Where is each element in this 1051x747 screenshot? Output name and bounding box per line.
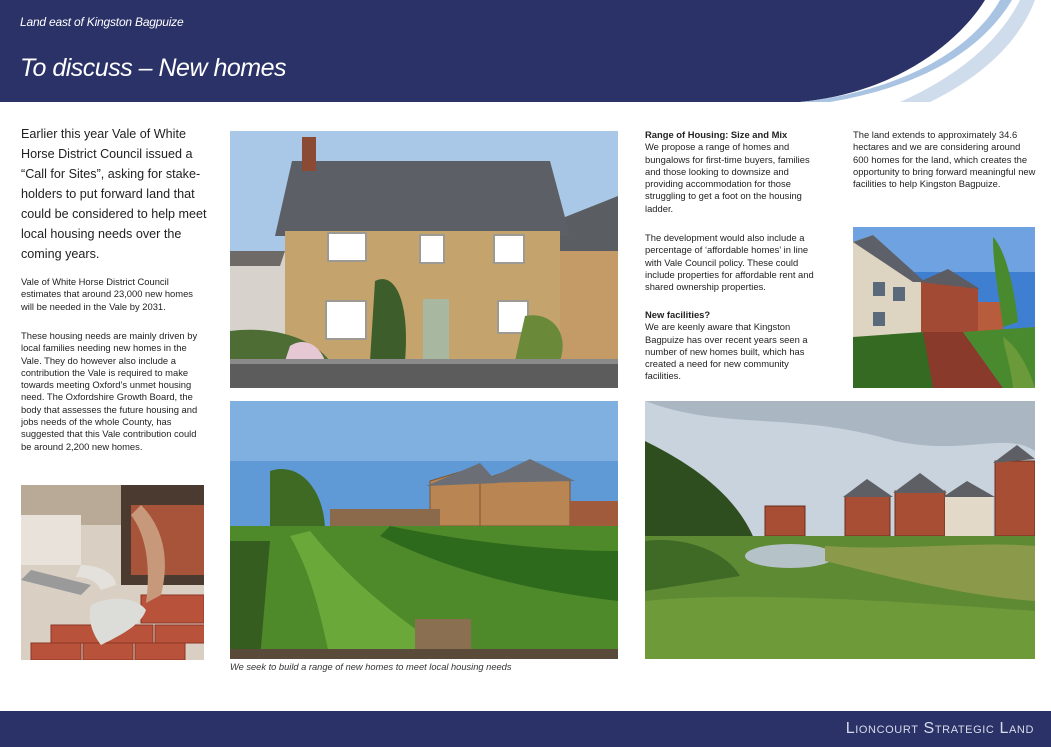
new-facilities-body: We are keenly aware that Kingston Bagpuize has over recent years seen a number of new homes built, which has created a need for new community facilities. — [645, 321, 808, 382]
housing-estimate-paragraph: Vale of White Horse District Council estimates that around 23,000 new homes will be needed in the Vale by 2031. — [21, 276, 193, 312]
affordable-homes-paragraph: The development would also include a percentage of ‘affordable homes’ in line with Vale Council policy. These could include properties for affordable rent and shared ownership properties. — [645, 232, 814, 293]
green-corridor-photo — [230, 401, 618, 659]
intro-text: Earlier this year Vale of White Horse District Council issued a “Call for Sites”, asking for stake-holders to put forward land that could be considered to help meet local housing needs over the coming years. — [21, 127, 207, 261]
range-of-housing-section — [645, 129, 825, 215]
new-facilities-section — [645, 309, 825, 383]
range-of-housing-body: We propose a range of homes and bungalows for first-time buyers, families and those looking to downsize and providing accommodation for those struggling to get a foot on the housing ladder. — [645, 141, 810, 214]
footer-bar — [0, 711, 1051, 747]
range-of-housing-heading: Range of Housing: Size and Mix — [645, 129, 788, 140]
residential-street-photo — [853, 227, 1035, 388]
header-banner — [0, 0, 1051, 102]
stone-house-photo — [230, 131, 618, 388]
brand-name: Lioncourt Strategic Land — [845, 720, 1034, 737]
photo-caption: We seek to build a range of new homes to meet local housing needs — [230, 662, 512, 672]
land-extent-paragraph: The land extends to approximately 34.6 hectares and we are considering around 600 homes for the land, which creates the opportunity to bring forward meaningful new facilities to help Kingston Bagpuize. — [853, 129, 1036, 190]
pond-and-homes-photo — [645, 401, 1035, 659]
housing-needs-paragraph: These housing needs are mainly driven by local families needing new homes in the Vale. They do however also include a contribution the Vale is required to make towards meeting Oxford’s unmet housing need. The Oxfordshire Growth Board, the body that assesses the future housing and jobs needs of the whole County, has suggested that this Vale contribution could be around 2,200 new homes. — [21, 330, 198, 452]
bricklayer-photo — [21, 485, 204, 660]
page-title: To discuss – New homes — [20, 54, 286, 82]
document-subtitle: Land east of Kingston Bagpuize — [20, 15, 184, 29]
new-facilities-heading: New facilities? — [645, 309, 711, 320]
